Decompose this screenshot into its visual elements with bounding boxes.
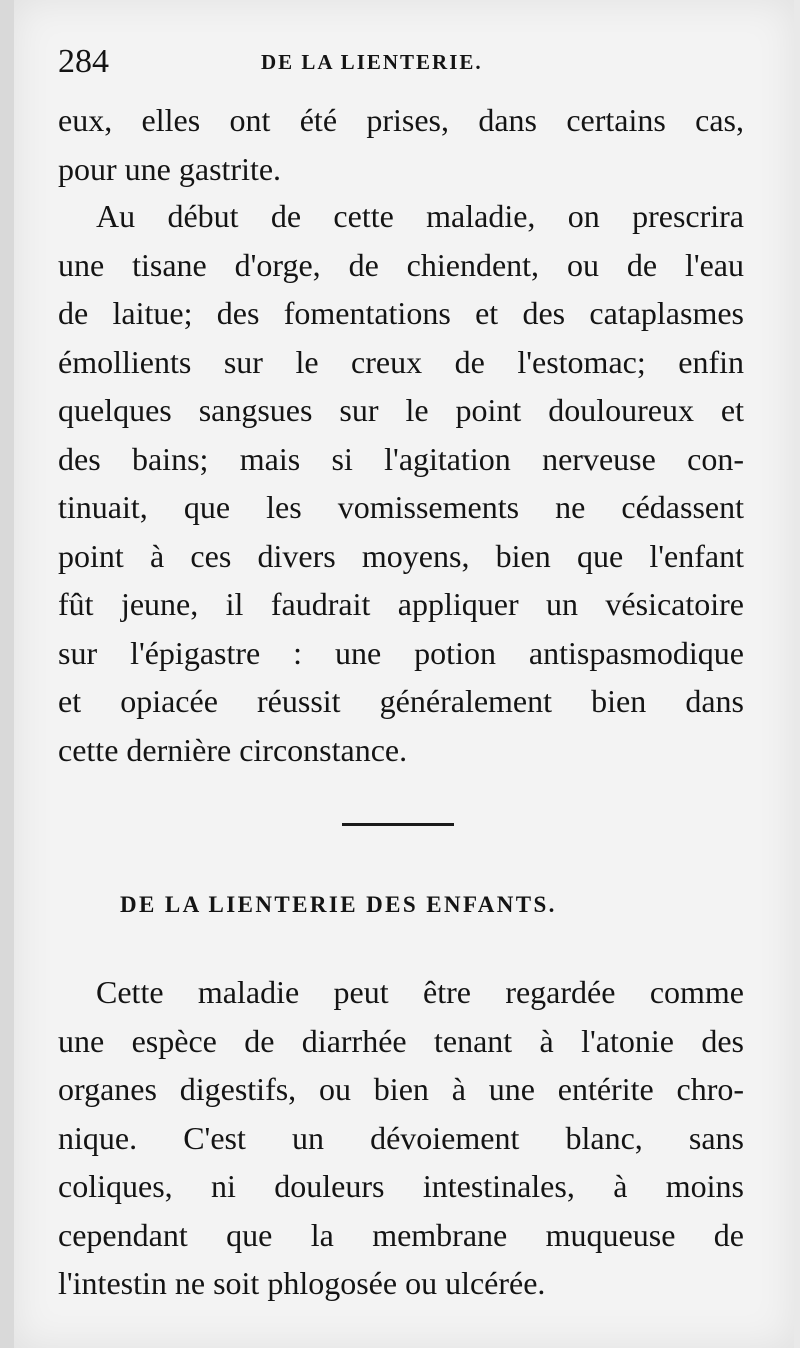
text-line: de laitue; des fomentations et des cataplasmes [58,295,744,331]
text-line: cependant que la membrane muqueuse de [58,1216,744,1253]
text-line: quelques sangsues sur le point douloureux et [58,392,744,428]
text-line: des bains; mais si l'agitation nerveuse con- [58,440,744,477]
paragraph-continued [58,96,744,193]
page-header [58,42,738,82]
text-line: tinuait, que les vomissements ne cédassent [58,489,744,525]
text-line: une tisane d'orge, de chiendent, ou de l'eau [58,246,744,283]
text-line: point à ces divers moyens, bien que l'enfant [58,537,744,574]
running-head: DE LA LIENTERIE. [261,50,483,74]
text-line: coliques, ni douleurs intestinales, à moins [58,1168,744,1204]
text-line: et opiacée réussit généralement bien dans [58,683,744,719]
page-number: 284 [58,43,109,80]
text-line: l'intestin ne soit phlogosée ou ulcérée. [58,1265,546,1301]
text-line: pour une gastrite. [58,150,282,187]
paragraph-treatment [58,192,744,774]
text-line: une espèce de diarrhée tenant à l'atonie des [58,1022,744,1059]
paragraph-lienterie [58,968,744,1308]
text-line: nique. C'est un dévoiement blanc, sans [58,1119,744,1156]
text-line: Au début de cette maladie, on prescrira [96,198,744,234]
section-heading: DE LA LIENTERIE DES ENFANTS. [120,892,557,917]
text-line: eux, elles ont été prises, dans certains cas, [58,102,744,138]
page-edge [0,0,14,1348]
text-line: émollients sur le creux de l'estomac; enfin [58,343,744,380]
section-divider [342,823,454,826]
text-line: sur l'épigastre : une potion antispasmodique [58,634,744,671]
text-line: Cette maladie peut être regardée comme [96,974,744,1010]
text-line: organes digestifs, ou bien à une entérite chro- [58,1071,744,1107]
text-line: cette dernière circonstance. [58,731,408,768]
text-line: fût jeune, il faudrait appliquer un vésicatoire [58,586,744,622]
